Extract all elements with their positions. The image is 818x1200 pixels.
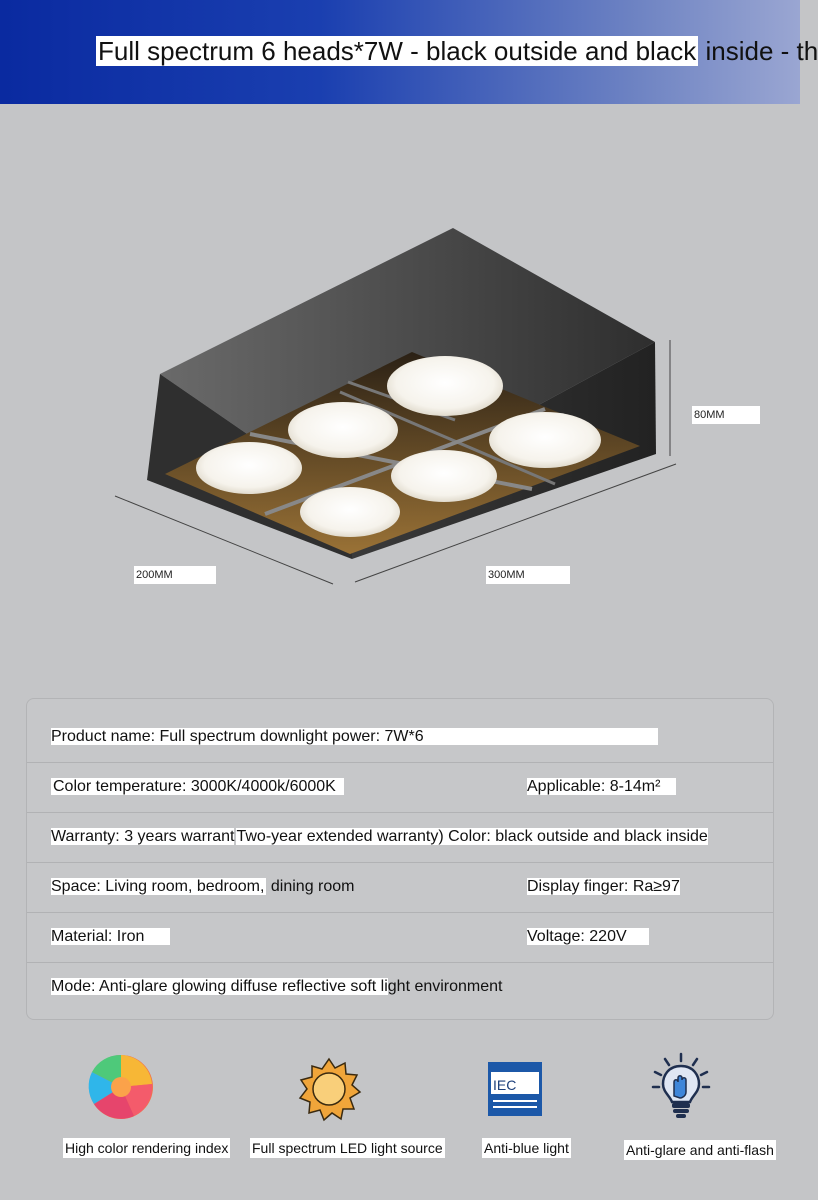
bulb — [489, 412, 601, 468]
header-banner — [0, 0, 818, 104]
dimension-height-label: 80MM — [692, 406, 760, 424]
spec-mode: Mode: Anti-glare glowing diffuse reflective soft light environment — [51, 978, 503, 995]
bulb — [288, 402, 398, 458]
spec-space: Space: Living room, bedroom, dining room — [51, 878, 355, 895]
page-title — [96, 33, 818, 69]
bulb — [300, 487, 400, 537]
spec-row — [27, 762, 773, 813]
ceiling-lamp-image — [0, 104, 800, 664]
bulb — [196, 442, 302, 494]
page-title-highlight: Full spectrum 6 heads*7W - black outside and black — [98, 36, 697, 66]
feature-label: Anti-glare and anti-flash — [626, 1142, 774, 1158]
spec-warranty: Warranty: 3 years warrant Two-year extended warranty) Color: black outside and black inside — [51, 828, 708, 845]
dimension-width-label: 200MM — [134, 566, 216, 584]
product-illustration — [0, 104, 800, 664]
dimension-length-label: 300MM — [486, 566, 570, 584]
spec-product-name: Product name: Full spectrum downlight power: 7W*6 — [51, 725, 658, 749]
bulb — [387, 356, 503, 416]
hand-bulb-icon — [650, 1052, 712, 1120]
spec-applicable: Applicable: 8-14m² — [527, 775, 676, 799]
spec-row — [27, 862, 773, 913]
sun-icon — [298, 1058, 360, 1120]
page-title-rest: inside - th — [698, 36, 818, 66]
feature-list — [0, 1040, 800, 1190]
iec-icon-text: IEC — [493, 1077, 517, 1093]
spec-row — [27, 912, 773, 963]
color-wheel-icon — [88, 1054, 154, 1120]
spec-material: Material: Iron — [51, 925, 170, 949]
feature-label: Anti-blue light — [484, 1140, 569, 1156]
bulb — [391, 450, 497, 502]
spec-row — [27, 962, 773, 1012]
spec-color-temperature: Color temperature: 3000K/4000k/6000K — [51, 775, 344, 799]
spec-display-finger: Display finger: Ra≥97 — [527, 878, 680, 895]
spec-row — [27, 712, 773, 763]
feature-label: Full spectrum LED light source — [252, 1140, 443, 1156]
spec-voltage: Voltage: 220V — [527, 925, 649, 949]
spec-row — [27, 812, 773, 863]
spec-table — [26, 698, 774, 1020]
feature-label: High color rendering index — [65, 1140, 229, 1156]
